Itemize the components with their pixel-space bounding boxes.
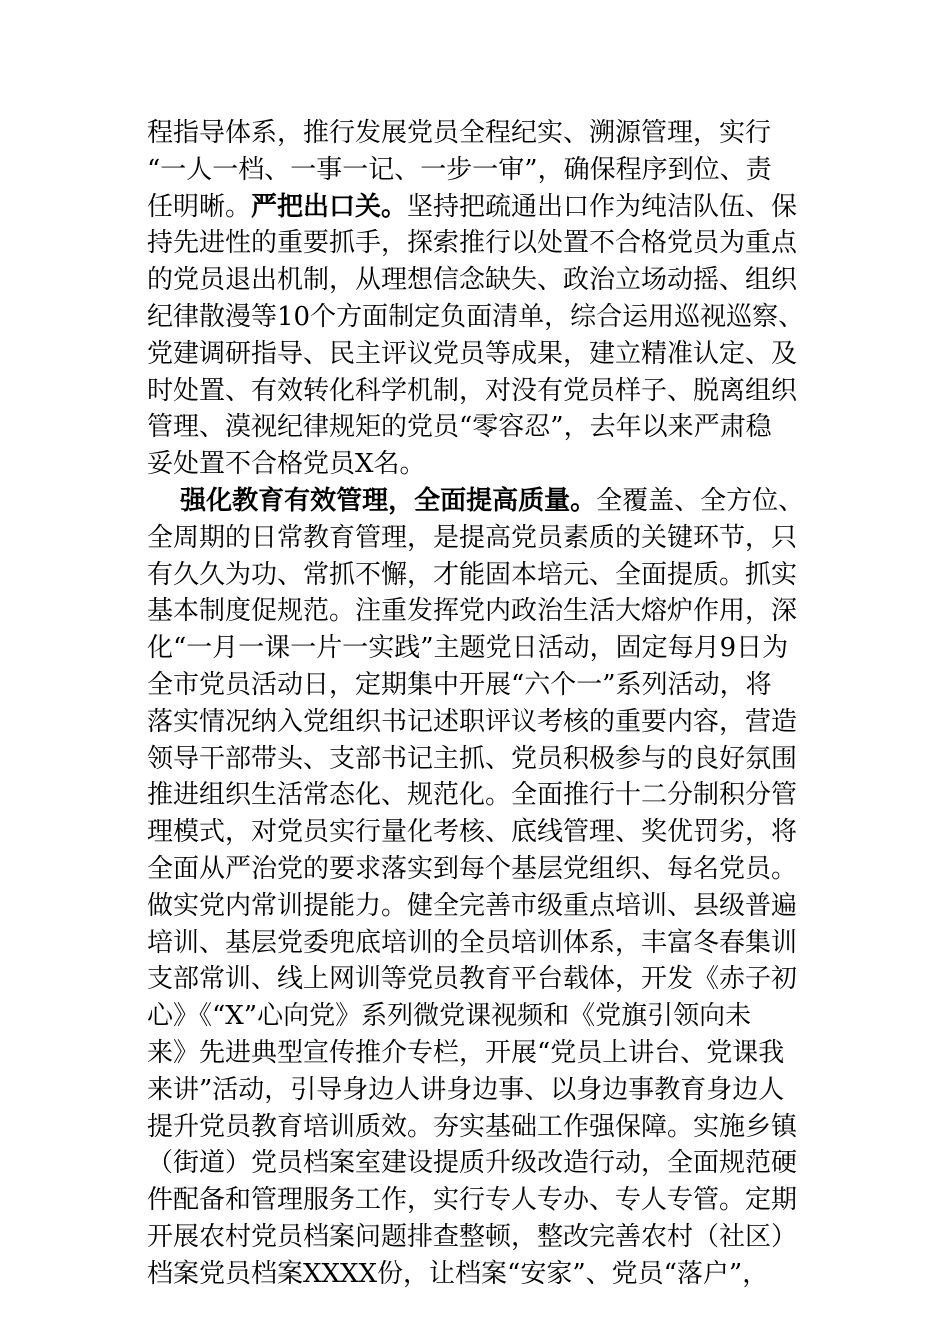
text-line xyxy=(147,409,817,446)
document-body xyxy=(147,115,817,1293)
body-text: 全面从严治党的要求落实到每个基层党组织、每名党员。 xyxy=(147,853,798,884)
text-line xyxy=(147,152,817,189)
text-line xyxy=(147,446,817,483)
body-text: 全覆盖、全方位、 xyxy=(596,485,805,516)
body-text: 任明晰。 xyxy=(147,191,252,222)
text-line xyxy=(147,225,817,262)
body-text xyxy=(147,486,180,516)
body-text: 支部常训、线上网训等党员教育平台载体，开发《赤子初 xyxy=(147,964,798,995)
body-text: （街道）党员档案室建设提质升级改造行动，全面规范硬 xyxy=(147,1148,798,1179)
body-text: 推进组织生活常态化、规范化。全面推行十二分制积分管 xyxy=(147,780,798,811)
text-line xyxy=(147,925,817,962)
bold-heading-text: 严把出口关。 xyxy=(251,191,408,222)
text-line xyxy=(147,483,817,520)
body-text: 领导干部带头、支部书记主抓、党员积极参与的良好氛围 xyxy=(147,743,798,774)
body-text: 时处置、有效转化科学机制，对没有党员样子、脱离组织 xyxy=(147,375,798,406)
body-text: 基本制度促规范。注重发挥党内政治生活大熔炉作用，深 xyxy=(147,596,798,627)
body-text: 持先进性的重要抓手，探索推行以处置不合格党员为重点 xyxy=(147,228,798,259)
text-line xyxy=(147,630,817,667)
text-line xyxy=(147,189,817,226)
body-text: 做实党内常训提能力。健全完善市级重点培训、县级普遍 xyxy=(147,890,798,921)
body-text: 开展农村党员档案问题排查整顿，整改完善农村（社区） xyxy=(147,1221,798,1252)
text-line xyxy=(147,888,817,925)
text-line xyxy=(147,961,817,998)
body-text: 全周期的日常教育管理，是提高党员素质的关键环节，只 xyxy=(147,522,798,553)
body-text: 提升党员教育培训质效。夯实基础工作强保障。实施乡镇 xyxy=(147,1111,798,1142)
body-text: 来讲”活动，引导身边人讲身边事、以身边事教育身边人 xyxy=(147,1074,785,1105)
text-line xyxy=(147,336,817,373)
body-text: 来》先进典型宣传推介专栏，开展“党员上讲台、党课我 xyxy=(147,1037,785,1068)
body-text: 有久久为功、常抓不懈，才能固本培元、全面提质。抓实 xyxy=(147,559,798,590)
body-text: 党建调研指导、民主评议党员等成果，建立精准认定、及 xyxy=(147,338,798,369)
text-line xyxy=(147,704,817,741)
body-text: 程指导体系，推行发展党员全程纪实、溯源管理，实行 xyxy=(147,118,772,148)
body-text: 妥处置不合格党员X名。 xyxy=(147,449,426,480)
text-line xyxy=(147,814,817,851)
text-line xyxy=(147,1072,817,1109)
text-line xyxy=(147,520,817,557)
text-line xyxy=(147,557,817,594)
bold-heading-text: 强化教育有效管理，全面提高质量。 xyxy=(180,485,597,516)
text-line xyxy=(147,373,817,410)
text-line xyxy=(147,1109,817,1146)
text-line xyxy=(147,998,817,1035)
text-line xyxy=(147,741,817,778)
body-text: 理模式，对党员实行量化考核、底线管理、奖优罚劣，将 xyxy=(147,817,798,848)
body-text: 的党员退出机制，从理想信念缺失、政治立场动摇、组织 xyxy=(147,265,798,296)
text-line xyxy=(147,851,817,888)
text-line xyxy=(147,299,817,336)
body-text: 档案党员档案XXXX份，让档案“安家”、党员“落户”， xyxy=(147,1258,769,1289)
text-line xyxy=(147,667,817,704)
text-line xyxy=(147,777,817,814)
text-line xyxy=(147,1219,817,1256)
body-text: 全市党员活动日，定期集中开展“六个一”系列活动，将 xyxy=(147,669,772,700)
body-text: 培训、基层党委兜底培训的全员培训体系，丰富冬春集训 xyxy=(147,927,798,958)
body-text: 化“一月一课一片一实践”主题党日活动，固定每月9日为 xyxy=(147,633,789,664)
body-text: 件配备和管理服务工作，实行专人专办、专人专管。定期 xyxy=(147,1185,798,1216)
body-text: 坚持把疏通出口作为纯洁队伍、保 xyxy=(407,191,798,222)
body-text: 纪律散漫等10个方面制定负面清单，综合运用巡视巡察、 xyxy=(147,301,805,332)
body-text: 落实情况纳入党组织书记述职评议考核的重要内容，营造 xyxy=(147,706,798,737)
body-text: “一人一档、一事一记、一步一审”，确保程序到位、责 xyxy=(147,154,772,185)
text-line xyxy=(147,593,817,630)
text-line xyxy=(147,1145,817,1182)
text-line xyxy=(147,115,817,152)
text-line xyxy=(147,1256,817,1293)
text-line xyxy=(147,1182,817,1219)
body-text: 心》《“X”心向党》系列微党课视频和《党旗引领向未 xyxy=(147,1001,752,1032)
text-line xyxy=(147,262,817,299)
body-text: 管理、漠视纪律规矩的党员“零容忍”，去年以来严肃稳 xyxy=(147,412,772,443)
text-line xyxy=(147,1035,817,1072)
